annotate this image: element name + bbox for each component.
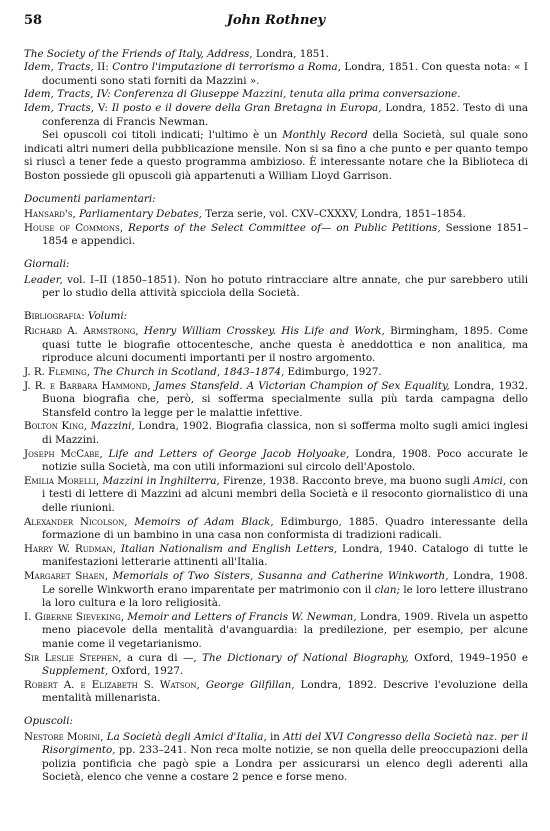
bib-entry: Bolton King, Mazzini, Londra, 1902. Biografia classica, non si sofferma molto sugli amici inglesi di Mazzini. <box>24 420 529 447</box>
running-head: John Rothney <box>226 13 326 28</box>
bib-entry: Richard A. Armstrong, Henry William Crosskey. His Life and Work, Birmingham, 1895. Come quasi tutte le biografie ottocentesche, anche questa è aneddottica e non analitica, ma riproduce alcuni documenti importanti per il nostro argomento. <box>24 325 528 365</box>
bib-entry: I. Giberne Sieveking, Memoir and Letters of Francis W. Newman, Londra, 1909. Rivela un aspetto meno piacevole della mentalità d'avanguardia: la predilezione, per esempio, per alcune manie come il vegetarianismo. <box>24 610 528 650</box>
section-label-bibliography: Bibliografia: Volumi: <box>24 309 128 322</box>
bib-entry: Harry W. Rudman, Italian Nationalism and English Letters, Londra, 1940. Catalogo di tutte le manifestazioni letterarie attinenti all'Italia. <box>24 542 528 569</box>
bib-entry: J. R. Fleming, The Church in Scotland, 1843–1874, Edimburgo, 1927. <box>24 366 382 379</box>
bib-entry: Robert A. e Elizabeth S. Watson, George Gilfillan, Londra, 1892. Descrive l'evoluzione della mentalità millenarista. <box>24 678 528 705</box>
note-paragraph: Sei opuscoli coi titoli indicati; l'ultimo è un Monthly Record della Società, sul quale sono indicati altri numeri della pubblicazione mensile. Non si sa fino a che punto e per quanto tempo si riuscì a tener fede a questo programma ambizioso. È interessante notare che la Biblioteca di Boston possiede gli opuscoli già appartenuti a William Lloyd Garrison. <box>24 129 528 182</box>
entry-leader: Leader, vol. I–II (1850–1851). Non ho potuto rintracciare altre annate, che pur sarebbero utili per lo studio della attività spicciola della Società. <box>24 273 528 300</box>
section-label-pamphlets: Opuscoli: <box>24 714 73 727</box>
entry-society-address: The Society of the Friends of Italy, Address, Londra, 1851. <box>24 47 330 60</box>
bib-entry: Alexander Nicolson, Memoirs of Adam Black, Edimburgo, 1885. Quadro interessante della formazione di un bambino in una casa non conformista di tradizioni radicali. <box>24 515 529 542</box>
entry-tracts-iv: Idem, Tracts, IV: Conferenza di Giuseppe Mazzini, tenuta alla prima conversazione. <box>24 88 461 101</box>
bib-entry: Emilia Morelli, Mazzini in Inghilterra, Firenze, 1938. Racconto breve, ma buono sugli Amici, con i testi di lettere di Mazzini ad alcuni membri della Società e il resoconto giornalistico di una delle riunioni. <box>24 474 528 514</box>
bib-entry: Sir Leslie Stephen, a cura di —, The Dictionary of National Biography, Oxford, 1949–1950 e Supplement, Oxford, 1927. <box>24 651 528 678</box>
entry-tracts-ii: Idem, Tracts, II: Contro l'imputazione di terrorismo a Roma, Londra, 1851. Con questa nota: « I documenti sono stati forniti da Mazzini ». <box>24 61 528 87</box>
entry-house-of-commons: House of Commons, Reports of the Select Committee of— on Public Petitions, Sessione 1851–1854 e appendici. <box>24 221 528 248</box>
section-label-newspapers: Giornali: <box>24 257 70 270</box>
entry-morini: Nestore Morini, La Società degli Amici d'Italia, in Atti del XVI Congresso della Società naz. per il Risorgimento, pp. 233–241. Non reca molte notizie, se non quella delle preoccupazioni della polizia pontificia che pagò spie a Londra per assicurarsi un elenco degli aderenti alla Società, elenco che venne a costare 2 pence e forse meno. <box>24 730 528 784</box>
entry-hansard: Hansard's, Parliamentary Debates, Terza serie, vol. CXV–CXXXV, Londra, 1851–1854. <box>24 208 466 221</box>
bib-entry: Margaret Shaen, Memorials of Two Sisters, Susanna and Catherine Winkworth, Londra, 1908. Le sorelle Winkworth erano imparentate per matrimonio con il clan; le loro lettere illustrano la loro cultura e la loro religiosità. <box>24 569 528 610</box>
bib-entry: J. R. e Barbara Hammond, James Stansfeld. A Victorian Champion of Sex Equality, Londra, 1932. Buona biografia che, però, si sofferma specialmente sulla più tarda campagna dello Stansfeld contro la legge per le malattie infettive. <box>24 379 528 419</box>
bib-entry: Joseph McCabe, Life and Letters of George Jacob Holyoake, Londra, 1908. Poco accurate le notizie sulla Società, ma con utili informazioni sul circolo dell'Apostolo. <box>24 447 528 474</box>
page-header <box>24 14 528 28</box>
section-label-documents: Documenti parlamentari: <box>24 192 156 205</box>
page-number: 58 <box>24 13 43 28</box>
entry-tracts-v: Idem, Tracts, V: Il posto e il dovere della Gran Bretagna in Europa, Londra, 1852. Testo di una conferenza di Francis Newman. <box>24 101 528 128</box>
